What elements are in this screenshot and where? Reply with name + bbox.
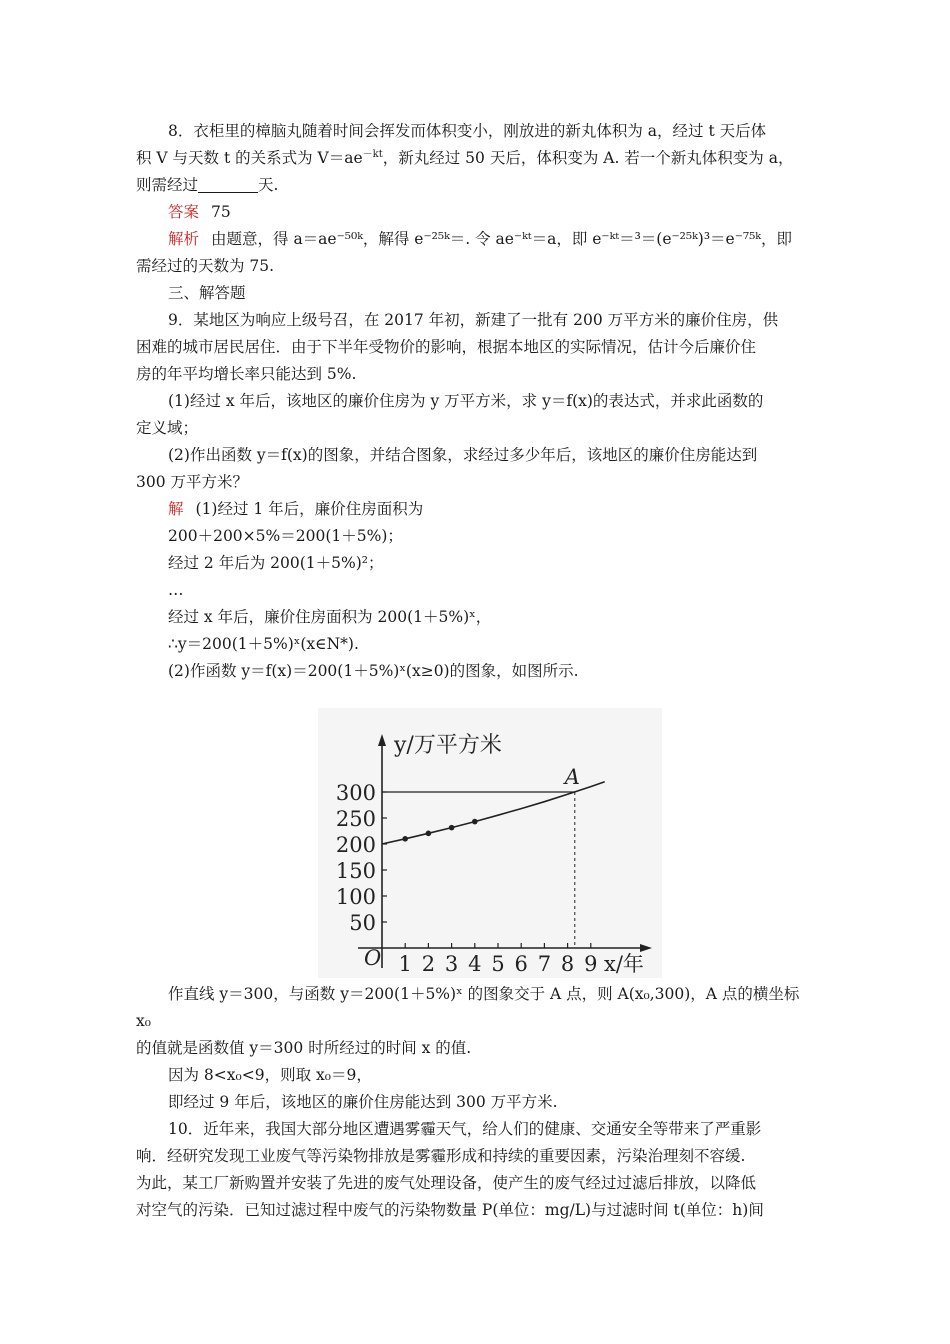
x-tick-label: 5 <box>491 952 505 976</box>
origin-label: O <box>364 946 382 970</box>
q9-solution-5: 经过 x 年后，廉价住房面积为 200(1＋5%)ˣ， <box>168 608 492 626</box>
q9-solution-2: 200＋200×5%＝200(1＋5%)； <box>168 527 403 545</box>
document-body <box>136 118 816 1224</box>
q9-part1-a: (1)经过 x 年后，该地区的廉价住房为 y 万平方米，求 y＝f(x)的表达式，并求此函数的 <box>168 392 764 410</box>
solution-label: 解 <box>168 500 184 518</box>
graph-svg <box>318 708 662 978</box>
q9-solution-3: 经过 2 年后为 200(1＋5%)²； <box>168 554 384 572</box>
y-tick-label: 50 <box>349 911 376 935</box>
x-tick-label: 6 <box>514 952 528 976</box>
q10-line-3: 为此，某工厂新购置并安装了先进的废气处理设备，使产生的废气经过过滤后排放，以降低 <box>136 1174 757 1192</box>
data-point <box>472 819 478 825</box>
q9-line-2: 困难的城市居民居住．由于下半年受物价的影响，根据本地区的实际情况，估计今后廉价住 <box>136 338 757 356</box>
q9-line-3: 房的年平均增长率只能达到 5%. <box>136 365 357 383</box>
data-point <box>426 831 432 837</box>
q9-part2-a: (2)作出函数 y＝f(x)的图象，并结合图象，求经过多少年后，该地区的廉价住房能达到 <box>168 446 758 464</box>
function-curve <box>382 782 605 844</box>
answer-label: 答案 <box>168 203 200 221</box>
x-tick-label: 4 <box>468 952 482 976</box>
y-tick-label: 100 <box>335 885 376 909</box>
y-tick-label: 200 <box>335 833 376 857</box>
q10-line-2: 响．经研究发现工业废气等污染物排放是雾霾形成和持续的重要因素，污染治理刻不容缓. <box>136 1147 746 1165</box>
q9-text-1a: 作直线 y＝300，与函数 y＝200(1＋5%)ˣ 的图象交于 A 点，则 A(x₀,300)，A 点的横坐标 x₀ <box>136 985 800 1030</box>
q9-text-1b: 的值就是函数值 y＝300 时所经过的时间 x 的值. <box>136 1039 472 1057</box>
q9-solution-4: … <box>168 581 184 599</box>
q8-analysis: 解析 由题意，得 a＝ae⁻⁵⁰ᵏ，解得 e⁻²⁵ᵏ＝. 令 ae⁻ᵏᵗ＝a，即 e⁻ᵏᵗ＝³＝(e⁻²⁵ᵏ)³＝e⁻⁷⁵ᵏ，即 <box>168 230 792 248</box>
q9-line-1: 9．某地区为响应上级号召，在 2017 年初，新建了一批有 200 万平方米的廉价住房，供 <box>168 311 779 329</box>
q9-part2-b: 300 万平方米？ <box>136 473 249 491</box>
q9-solution-1: 解 (1)经过 1 年后，廉价住房面积为 <box>168 500 424 518</box>
q8-answer: 答案 75 <box>168 203 231 221</box>
data-point <box>402 836 408 842</box>
y-axis-arrow <box>378 734 386 746</box>
q8-line-1: 8．衣柜里的樟脑丸随着时间会挥发而体积变小，刚放进的新丸体积为 a，经过 t 天后体 <box>168 122 767 140</box>
point-a-label: A <box>564 765 580 789</box>
q9-text-3: 即经过 9 年后，该地区的廉价住房能达到 300 万平方米. <box>168 1093 558 1111</box>
x-tick-label: 3 <box>444 952 459 976</box>
x-tick-label: 7 <box>537 952 552 976</box>
y-tick-label: 150 <box>335 859 376 883</box>
x-tick-label: 9 <box>584 952 598 976</box>
x-tick-label: 1 <box>398 952 412 976</box>
q8-line-2: 积 V 与天数 t 的关系式为 $V=ae^{-kt}$，新丸经过 50 天后，体积变为 A. 若一个新丸体积变为 a， <box>136 148 794 167</box>
q9-text-2: 因为 8<x₀<9，则取 x₀＝9， <box>168 1066 372 1084</box>
q8-line-3: 则需经过 天. <box>136 176 279 194</box>
q8-analysis-2: 需经过的天数为 75. <box>136 257 275 275</box>
q10-line-1: 10．近年来，我国大部分地区遭遇雾霾天气，给人们的健康、交通安全等带来了严重影 <box>168 1120 762 1138</box>
function-graph <box>318 708 662 978</box>
x-axis-arrow <box>640 944 652 952</box>
x-tick-label: 8 <box>560 952 575 976</box>
y-tick-label: 250 <box>335 807 376 831</box>
y-tick-label: 300 <box>335 781 376 805</box>
y-axis-label: y/万平方米 <box>394 733 502 758</box>
x-tick-label: 2 <box>421 952 436 976</box>
analysis-label: 解析 <box>168 230 200 248</box>
data-point <box>449 825 455 831</box>
q9-solution-7: (2)作函数 y＝f(x)＝200(1＋5%)ˣ(x≥0)的图象，如图所示. <box>168 662 579 680</box>
q9-solution-6: ∴y＝200(1＋5%)ˣ(x∈N*). <box>168 635 359 653</box>
answer-blank <box>198 176 258 193</box>
section-heading: 三、解答题 <box>168 284 246 302</box>
x-axis-label: x/年 <box>604 952 644 976</box>
q9-part1-b: 定义域； <box>136 419 199 437</box>
q10-line-4: 对空气的污染．已知过滤过程中废气的污染物数量 P(单位：mg/L)与过滤时间 t(单位：h)间 <box>136 1201 764 1219</box>
